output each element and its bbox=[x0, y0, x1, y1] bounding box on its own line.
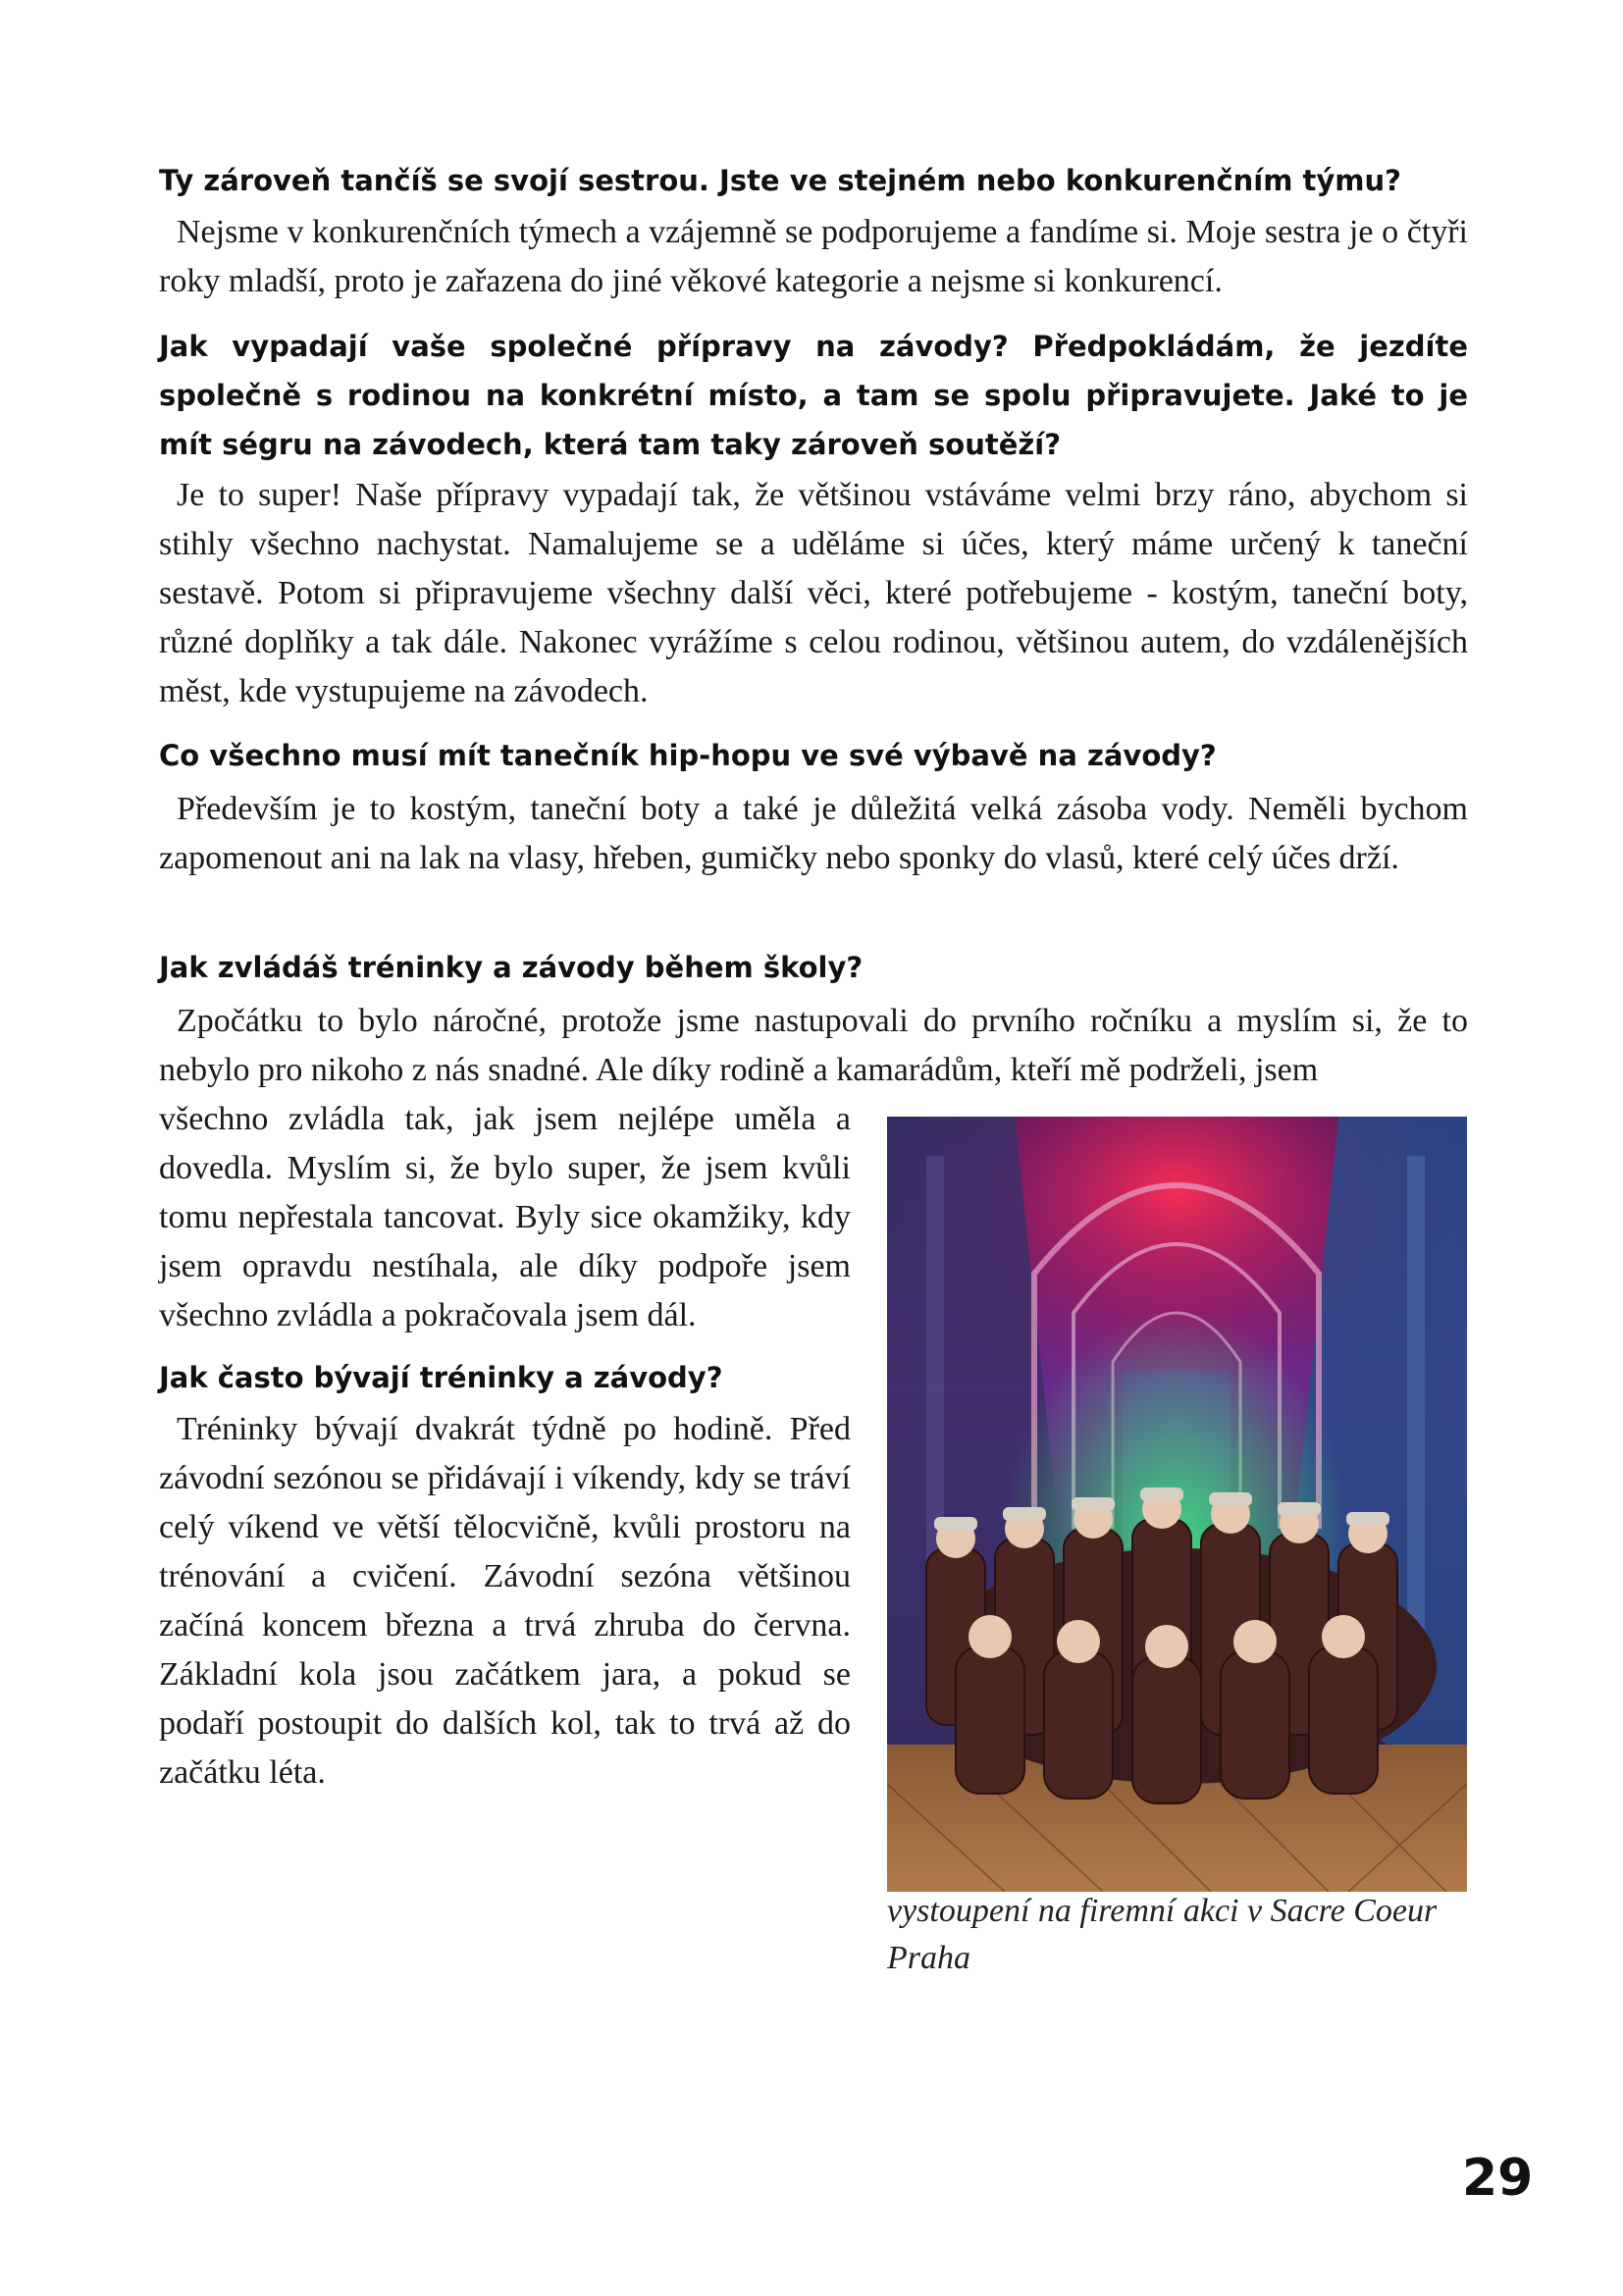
answer-5: Tréninky bývají dvakrát týdně po hodině. Před závodní sezónou se přidávají i víkendy, kdy se tráví celý víkend ve větší tělocvičně, kvůli prostoru na trénování a cvičení. Závodní sezóna většinou začíná koncem března a trvá zhruba do června. Základní kola jsou začátkem jara, a pokud se podaří postoupit do dalších kol, tak to trvá až do začátku léta. bbox=[159, 1411, 851, 1791]
question-3: Co všechno musí mít tanečník hip-hopu ve své výbavě na závody? bbox=[159, 739, 1217, 772]
question-5: Jak často bývají tréninky a závody? bbox=[159, 1361, 723, 1394]
question-2: Jak vypadají vaše společné přípravy na závody? Předpokládám, že jezdíte společně s rodinou na konkrétní místo, a tam se spolu připravujete. Jaké to je mít ségru na závodech, která tam taky zároveň soutěží? bbox=[159, 330, 1468, 461]
question-4: Jak zvládáš tréninky a závody během školy? bbox=[159, 951, 864, 984]
question-1: Ty zároveň tančíš se svojí sestrou. Jste ve stejném nebo konkurenčním týmu? bbox=[159, 164, 1401, 197]
answer-3: Především je to kostým, taneční boty a také je důležitá velká zásoba vody. Neměli bychom zapomenout ani na lak na vlasy, hřeben, gumičky nebo sponky do vlasů, které celý účes drží. bbox=[159, 791, 1468, 876]
page-number: 29 bbox=[1462, 2149, 1534, 2208]
photo-caption: vystoupení na firemní akci v Sacre Coeur Praha bbox=[887, 1893, 1438, 1976]
answer-4-full-width: Zpočátku to bylo náročné, protože jsme nastupovali do prvního ročníku a myslím si, že to nebylo pro nikoho z nás snadné. Ale díky rodině a kamarádům, kteří mě podrželi, jsem bbox=[159, 1003, 1468, 1088]
answer-2: Je to super! Naše přípravy vypadají tak, že většinou vstáváme velmi brzy ráno, abychom si stihly všechno nachystat. Namalujeme se a uděláme si účes, který máme určený k taneční sestavě. Potom si připravujeme všechny další věci, které potřebujeme - kostým, taneční boty, různé doplňky a tak dále. Nakonec vyrážíme s celou rodinou, většinou autem, do vzdálenějších měst, kde vystupujeme na závodech. bbox=[159, 477, 1468, 709]
answer-4-column: všechno zvládla tak, jak jsem nejlépe uměla a dovedla. Myslím si, že bylo super, že jsem kvůli tomu nepřestala tancovat. Byly sice okamžiky, kdy jsem opravdu nestíhala, ale díky podpoře jsem všechno zvládla a pokračovala jsem dál. bbox=[159, 1101, 851, 1333]
answer-1: Nejsme v konkurenčních týmech a vzájemně se podporujeme a fandíme si. Moje sestra je o čtyři roky mladší, proto je zařazena do jiné věkové kategorie a nejsme si konkurencí. bbox=[159, 214, 1468, 299]
dance-team-photo bbox=[887, 1117, 1467, 1892]
